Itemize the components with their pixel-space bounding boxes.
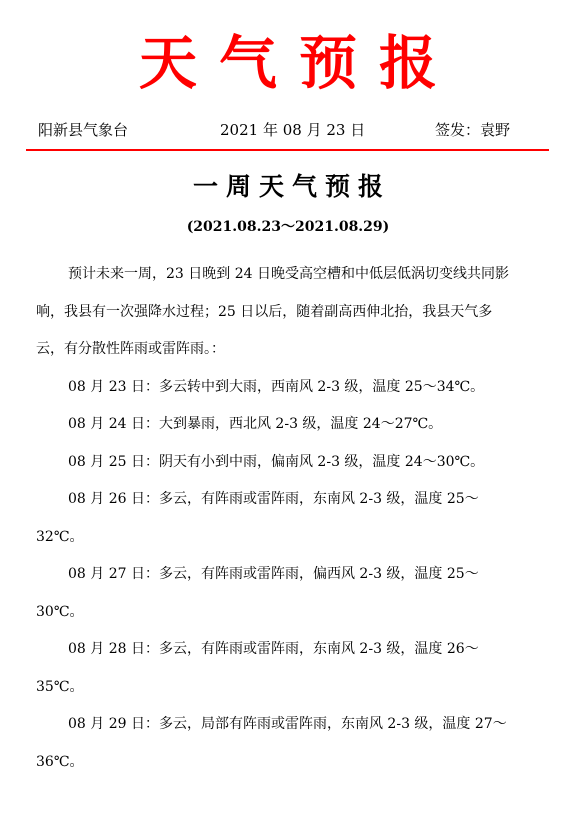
forecast-day: 08 月 28 日：多云，有阵雨或雷阵雨，东南风 2-3 级，温度 26～35℃。 bbox=[36, 641, 479, 695]
forecast-day: 08 月 24 日：大到暴雨，西北风 2-3 级，温度 24～27℃。 bbox=[68, 416, 443, 432]
forecast-day: 08 月 27 日：多云，有阵雨或雷阵雨，偏西风 2-3 级，温度 25～30℃。 bbox=[36, 566, 479, 620]
forecast-period: (2021.08.23～2021.08.29) bbox=[186, 219, 390, 235]
forecast-day: 08 月 25 日：阴天有小到中雨，偏南风 2-3 级，温度 24～30℃。 bbox=[68, 453, 485, 470]
forecast-body bbox=[36, 256, 516, 781]
forecast-summary: 预计未来一周，23 日晚到 24 日晚受高空槽和中低层低涡切变线共同影响，我县有一次强降水过程；25 日以后，随着副高西伸北抬，我县天气多云，有分散性阵雨或雷阵雨。： bbox=[36, 266, 509, 357]
issue-date: 2021 年 08 月 23 日 bbox=[220, 121, 366, 139]
masthead-title: 天气预报 bbox=[138, 29, 459, 97]
signer: 签发：袁野 bbox=[435, 121, 511, 139]
red-divider bbox=[26, 149, 549, 151]
document-title: 一周天气预报 bbox=[192, 172, 391, 201]
forecast-day: 08 月 29 日：多云，局部有阵雨或雷阵雨，东南风 2-3 级，温度 27～36℃。 bbox=[36, 716, 507, 770]
forecast-day: 08 月 26 日：多云，有阵雨或雷阵雨，东南风 2-3 级，温度 25～32℃。 bbox=[36, 491, 479, 545]
forecast-day: 08 月 23 日：多云转中到大雨，西南风 2-3 级，温度 25～34℃。 bbox=[68, 378, 485, 395]
issuing-office: 阳新县气象台 bbox=[38, 121, 129, 139]
header-meta-row bbox=[28, 118, 548, 142]
